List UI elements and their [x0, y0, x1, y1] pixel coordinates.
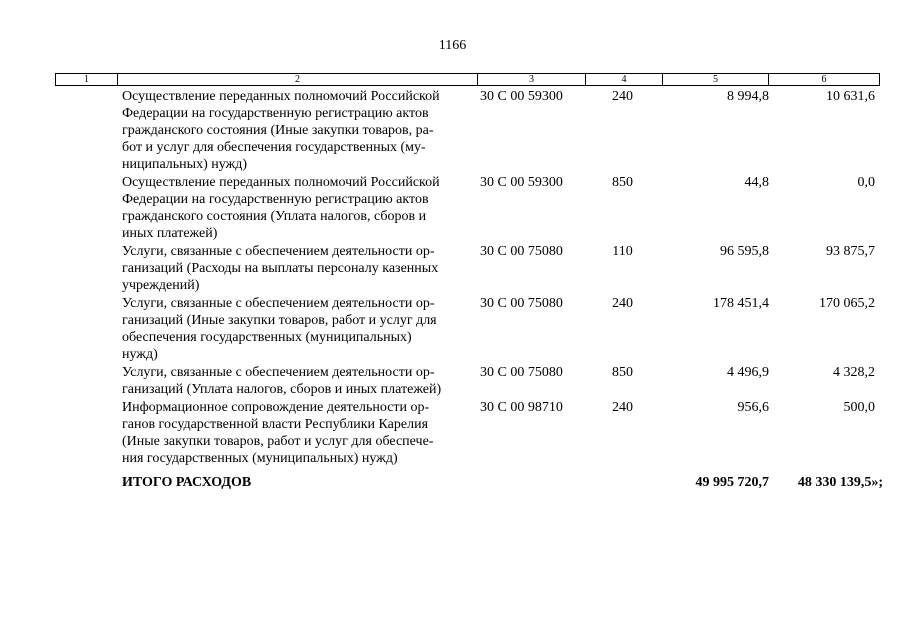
- amount-column-6: 0,0: [857, 175, 875, 190]
- column-header-2: 2: [118, 74, 478, 85]
- expense-type-code: 240: [612, 296, 633, 311]
- target-article-code: 30 С 00 59300: [480, 175, 563, 190]
- amount-column-5: 44,8: [744, 175, 769, 190]
- row-description: Услуги, связанные с обеспечением деятельности ор- ганизаций (Расходы на выплаты персоналу казенных учреждений): [122, 244, 439, 293]
- table-header-row: [55, 73, 880, 86]
- amount-column-5: 4 496,9: [727, 365, 769, 380]
- column-header-1: 1: [56, 74, 118, 85]
- amount-column-6: 4 328,2: [833, 365, 875, 380]
- column-header-4: 4: [586, 74, 663, 85]
- expense-type-code: 110: [612, 244, 633, 259]
- target-article-code: 30 С 00 98710: [480, 400, 563, 415]
- row-description: Услуги, связанные с обеспечением деятельности ор- ганизаций (Иные закупки товаров, работ и услуг для обеспечения государственных (муниципальных) нужд): [122, 296, 437, 362]
- expense-type-code: 850: [612, 365, 633, 380]
- column-header-3: 3: [478, 74, 586, 85]
- target-article-code: 30 С 00 59300: [480, 89, 563, 104]
- expense-table-body: [55, 88, 883, 494]
- row-description: Осуществление переданных полномочий Российской Федерации на государственную регистрацию актов гражданского состояния (Иные закупки товаров, ра- бот и услуг для обеспечения государственных (му- ниципальных) нужд): [122, 89, 440, 172]
- target-article-code: 30 С 00 75080: [480, 365, 563, 380]
- total-amount-column-6: 48 330 139,5»;: [797, 475, 883, 490]
- column-header-6: 6: [821, 74, 827, 85]
- table-row: [55, 399, 880, 474]
- page-number: 1166: [438, 38, 467, 53]
- total-amount-column-5: 49 995 720,7: [695, 475, 769, 490]
- amount-column-6: 10 631,6: [826, 89, 875, 104]
- expense-type-code: 240: [612, 89, 633, 104]
- amount-column-6: 500,0: [843, 400, 875, 415]
- total-label: ИТОГО РАСХОДОВ: [122, 475, 252, 490]
- row-description: Услуги, связанные с обеспечением деятельности ор- ганизаций (Уплата налогов, сборов и иных платежей): [122, 365, 442, 397]
- amount-column-5: 178 451,4: [713, 296, 769, 311]
- table-row: [55, 243, 880, 295]
- row-description: Осуществление переданных полномочий Российской Федерации на государственную регистрацию актов гражданского состояния (Уплата налогов, сборов и иных платежей): [122, 175, 440, 241]
- amount-column-5: 8 994,8: [727, 89, 769, 104]
- target-article-code: 30 С 00 75080: [480, 296, 563, 311]
- expense-type-code: 240: [612, 400, 633, 415]
- amount-column-5: 96 595,8: [720, 244, 769, 259]
- row-description: Информационное сопровождение деятельности ор- ганов государственной власти Республики Карелия (Иные закупки товаров, работ и услуг для обеспече- ния государственных (муниципальных) нужд): [122, 400, 434, 466]
- table-row: [55, 174, 880, 243]
- amount-column-6: 170 065,2: [819, 296, 875, 311]
- total-row: [55, 474, 883, 494]
- column-header-5: 5: [663, 74, 769, 85]
- table-row: [55, 295, 880, 364]
- table-row: [55, 364, 880, 399]
- target-article-code: 30 С 00 75080: [480, 244, 563, 259]
- amount-column-6: 93 875,7: [826, 244, 875, 259]
- expense-type-code: 850: [612, 175, 633, 190]
- table-row: [55, 88, 880, 174]
- amount-column-5: 956,6: [737, 400, 769, 415]
